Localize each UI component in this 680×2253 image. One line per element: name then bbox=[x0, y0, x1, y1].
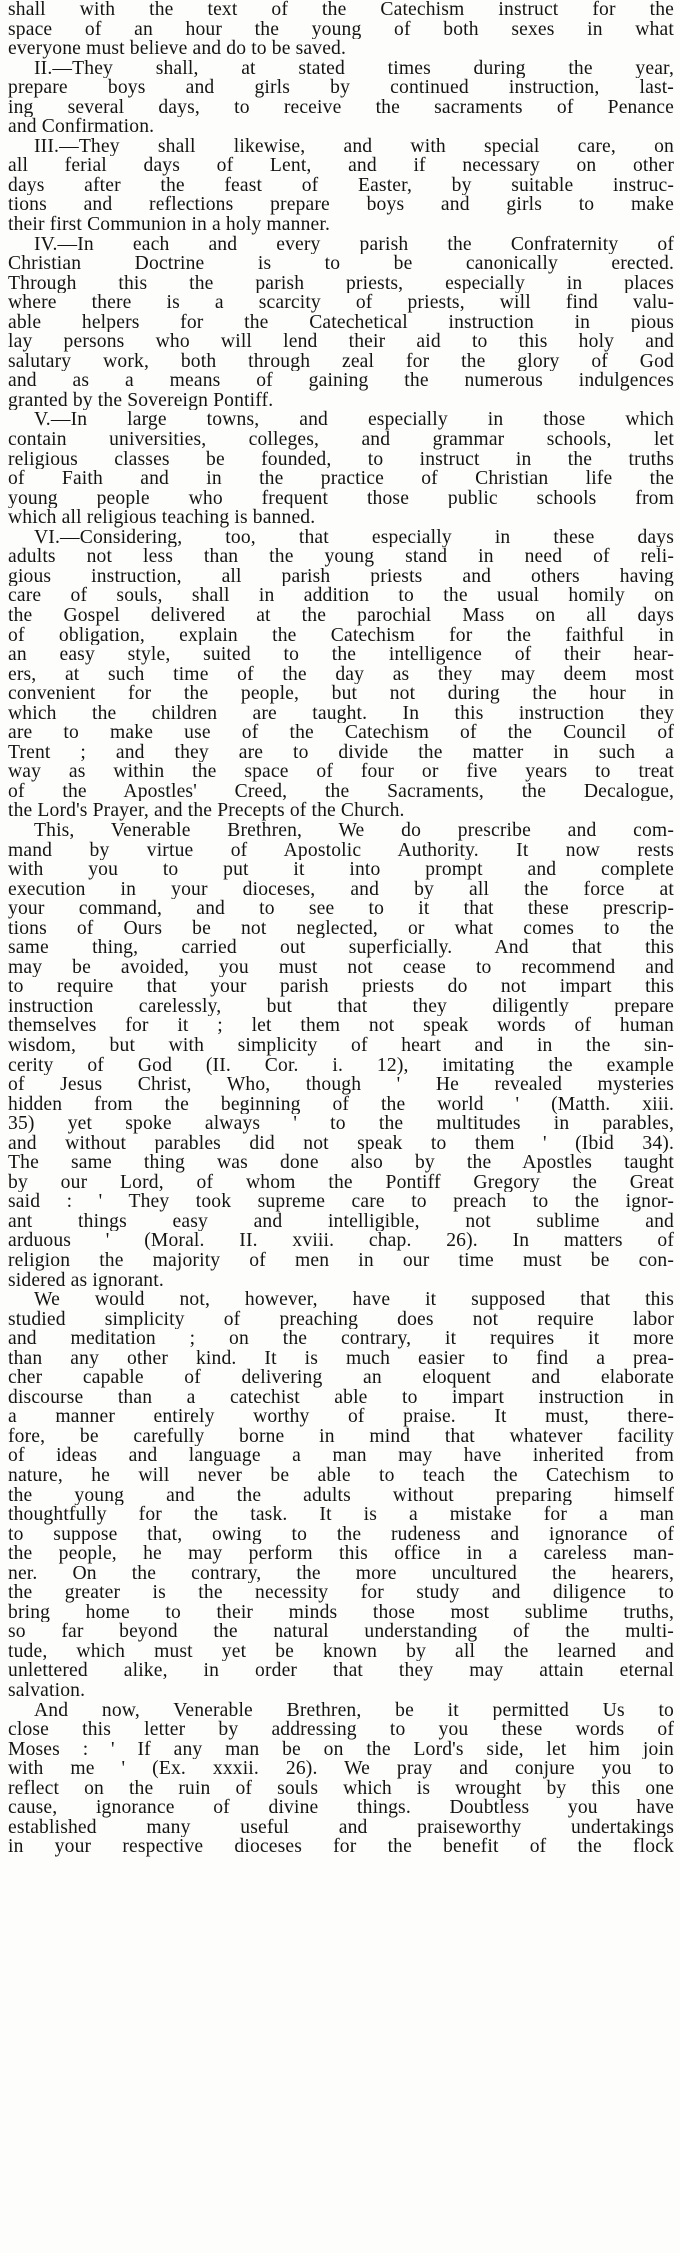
text-line: ers, at such time of the day as they may deem most bbox=[8, 664, 674, 685]
text-line: III.—They shall likewise, and with special care, on bbox=[34, 136, 674, 157]
text-line: way as within the space of four or five years to treat bbox=[8, 762, 674, 782]
text-line: Through this the parish priests, especially in places bbox=[8, 273, 674, 294]
text-line: ing several days, to receive the sacraments of Penance bbox=[8, 97, 674, 118]
text-line: VI.—Considering, too, that especially in these days bbox=[34, 527, 674, 548]
text-line: the Gospel delivered at the parochial Mass on all days bbox=[8, 605, 674, 626]
paragraph-section-iv bbox=[8, 235, 674, 411]
text-line: may be avoided, you must not cease to recommend and bbox=[8, 957, 674, 978]
text-line: your command, and to see to it that these prescrip- bbox=[8, 899, 674, 919]
text-line: studied simplicity of preaching does not require labor bbox=[8, 1309, 674, 1330]
text-line: convenient for the people, but not during the hour in bbox=[8, 684, 674, 704]
text-line: themselves for it ; let them not speak words of human bbox=[8, 1016, 674, 1036]
text-line: the young and the adults without preparing himself bbox=[8, 1485, 674, 1506]
text-line: Trent ; and they are to divide the matter in such a bbox=[8, 742, 674, 763]
text-line: young people who frequent those public schools from bbox=[8, 488, 674, 509]
text-line: cerity of God (II. Cor. i. 12), imitating the example bbox=[8, 1055, 674, 1076]
paragraph-section-iii bbox=[8, 137, 674, 235]
text-line: instruction carelessly, but that they diligently prepare bbox=[8, 996, 674, 1017]
text-line: space of an hour the young of both sexes in what bbox=[8, 19, 674, 40]
text-line: prepare boys and girls by continued instruction, last- bbox=[8, 78, 674, 98]
text-line: and as a means of gaining the numerous indulgences bbox=[8, 371, 674, 391]
text-line: The same thing was done also by the Apostles taught bbox=[8, 1153, 674, 1173]
text-line: same thing, carried out superficially. And that this bbox=[8, 938, 674, 958]
text-line: tude, which must yet be known by all the learned and bbox=[8, 1641, 674, 1662]
paragraph-and-now bbox=[8, 1701, 674, 1857]
text-line: of Faith and in the practice of Christian life the bbox=[8, 469, 674, 489]
paragraph-not-supposed bbox=[8, 1290, 674, 1700]
text-line: unlettered alike, in order that they may attain eternal bbox=[8, 1661, 674, 1682]
text-line: with me ' (Ex. xxxii. 26). We pray and conjure you to bbox=[8, 1759, 674, 1779]
text-line: wisdom, but with simplicity of heart and in the sin- bbox=[8, 1035, 674, 1056]
text-line: by our Lord, of whom the Pontiff Gregory the Great bbox=[8, 1172, 674, 1193]
text-line: lay persons who will lend their aid to this holy and bbox=[8, 332, 674, 352]
text-line: and without parables did not speak to them ' (Ibid 34). bbox=[8, 1133, 674, 1154]
article-column bbox=[8, 0, 674, 1857]
text-line: to require that your parish priests do not impart this bbox=[8, 977, 674, 997]
text-line: arduous ' (Moral. II. xviii. chap. 26). In matters of bbox=[8, 1231, 674, 1251]
text-line: in your respective dioceses for the benefit of the flock bbox=[8, 1837, 674, 1857]
text-line: religious classes be founded, to instruct in the truths bbox=[8, 449, 674, 470]
text-line: of ideas and language a man may have inherited from bbox=[8, 1446, 674, 1467]
text-line: days after the feast of Easter, by suitable instruc- bbox=[8, 175, 674, 196]
text-line: the Lord's Prayer, and the Precepts of the Church. bbox=[8, 801, 405, 821]
text-line: Moses : ' If any man be on the Lord's side, let him join bbox=[8, 1739, 674, 1760]
text-line: 35) yet spoke always ' to the multitudes in parables, bbox=[8, 1114, 674, 1134]
text-line: reflect on the ruin of souls which is wrought by this one bbox=[8, 1778, 674, 1799]
text-line: religion the majority of men in our time must be con- bbox=[8, 1251, 674, 1271]
text-line: ner. On the contrary, the more uncultured the hearers, bbox=[8, 1563, 674, 1584]
text-line: the people, he may perform this office in a careless man- bbox=[8, 1544, 674, 1564]
text-line: mand by virtue of Apostolic Authority. It now rests bbox=[8, 840, 674, 861]
paragraph-prescribe bbox=[8, 821, 674, 1290]
text-line: able helpers for the Catechetical instruction in pious bbox=[8, 312, 674, 333]
text-line: execution in your dioceses, and by all the force at bbox=[8, 879, 674, 900]
text-line: We would not, however, have it supposed that this bbox=[34, 1290, 674, 1310]
text-line: said : ' They took supreme care to preach to the ignor- bbox=[8, 1192, 674, 1212]
text-line: tions of Ours be not neglected, or what comes to the bbox=[8, 918, 674, 939]
text-line: shall with the text of the Catechism instruct for the bbox=[8, 0, 674, 20]
text-line: with you to put it into prompt and complete bbox=[8, 860, 674, 880]
text-line: are to make use of the Catechism of the Council of bbox=[8, 723, 674, 743]
text-line: a manner entirely worthy of praise. It must, there- bbox=[8, 1407, 674, 1427]
paragraph-opening bbox=[8, 0, 674, 59]
text-line: salutary work, both through zeal for the glory of God bbox=[8, 351, 674, 372]
paragraph-section-vi bbox=[8, 528, 674, 821]
text-line: And now, Venerable Brethren, be it permitted Us to bbox=[34, 1700, 674, 1721]
text-line: ant things easy and intelligible, not sublime and bbox=[8, 1211, 674, 1232]
text-line: established many useful and praiseworthy undertakings bbox=[8, 1817, 674, 1838]
paragraph-section-v bbox=[8, 410, 674, 527]
text-line: Christian Doctrine is to be canonically erected. bbox=[8, 254, 674, 274]
text-line: adults not less than the young stand in need of reli- bbox=[8, 547, 674, 567]
text-line: so far beyond the natural understanding of the multi- bbox=[8, 1622, 674, 1642]
text-line: II.—They shall, at stated times during the year, bbox=[34, 58, 674, 79]
text-line: care of souls, shall in addition to the usual homily on bbox=[8, 586, 674, 606]
text-line: than any other kind. It is much easier to find a prea- bbox=[8, 1348, 674, 1369]
text-line: their first Communion in a holy manner. bbox=[8, 215, 331, 235]
text-line: which the children are taught. In this instruction they bbox=[8, 703, 674, 724]
text-line: This, Venerable Brethren, We do prescribe and com- bbox=[34, 820, 674, 841]
text-line: granted by the Sovereign Pontiff. bbox=[8, 390, 274, 411]
text-line: nature, he will never be able to teach the Catechism to bbox=[8, 1466, 674, 1486]
text-line: discourse than a catechist able to impart instruction in bbox=[8, 1387, 674, 1408]
text-line: tions and reflections prepare boys and girls to make bbox=[8, 195, 674, 216]
text-line: hidden from the beginning of the world ' (Matth. xiii. bbox=[8, 1094, 674, 1115]
text-line: gious instruction, all parish priests and others having bbox=[8, 566, 674, 587]
text-line: fore, be carefully borne in mind that whatever facility bbox=[8, 1426, 674, 1447]
text-line: V.—In large towns, and especially in those which bbox=[34, 410, 674, 431]
paragraph-section-ii bbox=[8, 59, 674, 137]
text-line: IV.—In each and every parish the Confraternity of bbox=[34, 234, 674, 255]
text-line: of the Apostles' Creed, the Sacraments, the Decalogue, bbox=[8, 781, 674, 802]
text-line: cher capable of delivering an eloquent and elaborate bbox=[8, 1368, 674, 1388]
text-line: to suppose that, owing to the rudeness and ignorance of bbox=[8, 1524, 674, 1545]
text-line: cause, ignorance of divine things. Doubtless you have bbox=[8, 1798, 674, 1818]
text-line: of Jesus Christ, Who, though ' He revealed mysteries bbox=[8, 1075, 674, 1095]
text-line: of obligation, explain the Catechism for the faithful in bbox=[8, 625, 674, 646]
text-line: and meditation ; on the contrary, it requires it more bbox=[8, 1329, 674, 1349]
text-line: bring home to their minds those most sublime truths, bbox=[8, 1602, 674, 1623]
text-line: which all religious teaching is banned. bbox=[8, 508, 316, 528]
text-line: everyone must believe and do to be saved. bbox=[8, 39, 347, 59]
text-line: contain universities, colleges, and grammar schools, let bbox=[8, 430, 674, 450]
text-line: where there is a scarcity of priests, will find valu- bbox=[8, 293, 674, 313]
text-line: all ferial days of Lent, and if necessary on other bbox=[8, 156, 674, 176]
text-line: sidered as ignorant. bbox=[8, 1270, 164, 1291]
text-line: the greater is the necessity for study and diligence to bbox=[8, 1583, 674, 1603]
text-line: and Confirmation. bbox=[8, 117, 155, 137]
text-line: thoughtfully for the task. It is a mistake for a man bbox=[8, 1505, 674, 1525]
text-line: close this letter by addressing to you these words of bbox=[8, 1720, 674, 1740]
text-line: salvation. bbox=[8, 1681, 86, 1701]
text-line: an easy style, suited to the intelligence of their hear- bbox=[8, 645, 674, 665]
